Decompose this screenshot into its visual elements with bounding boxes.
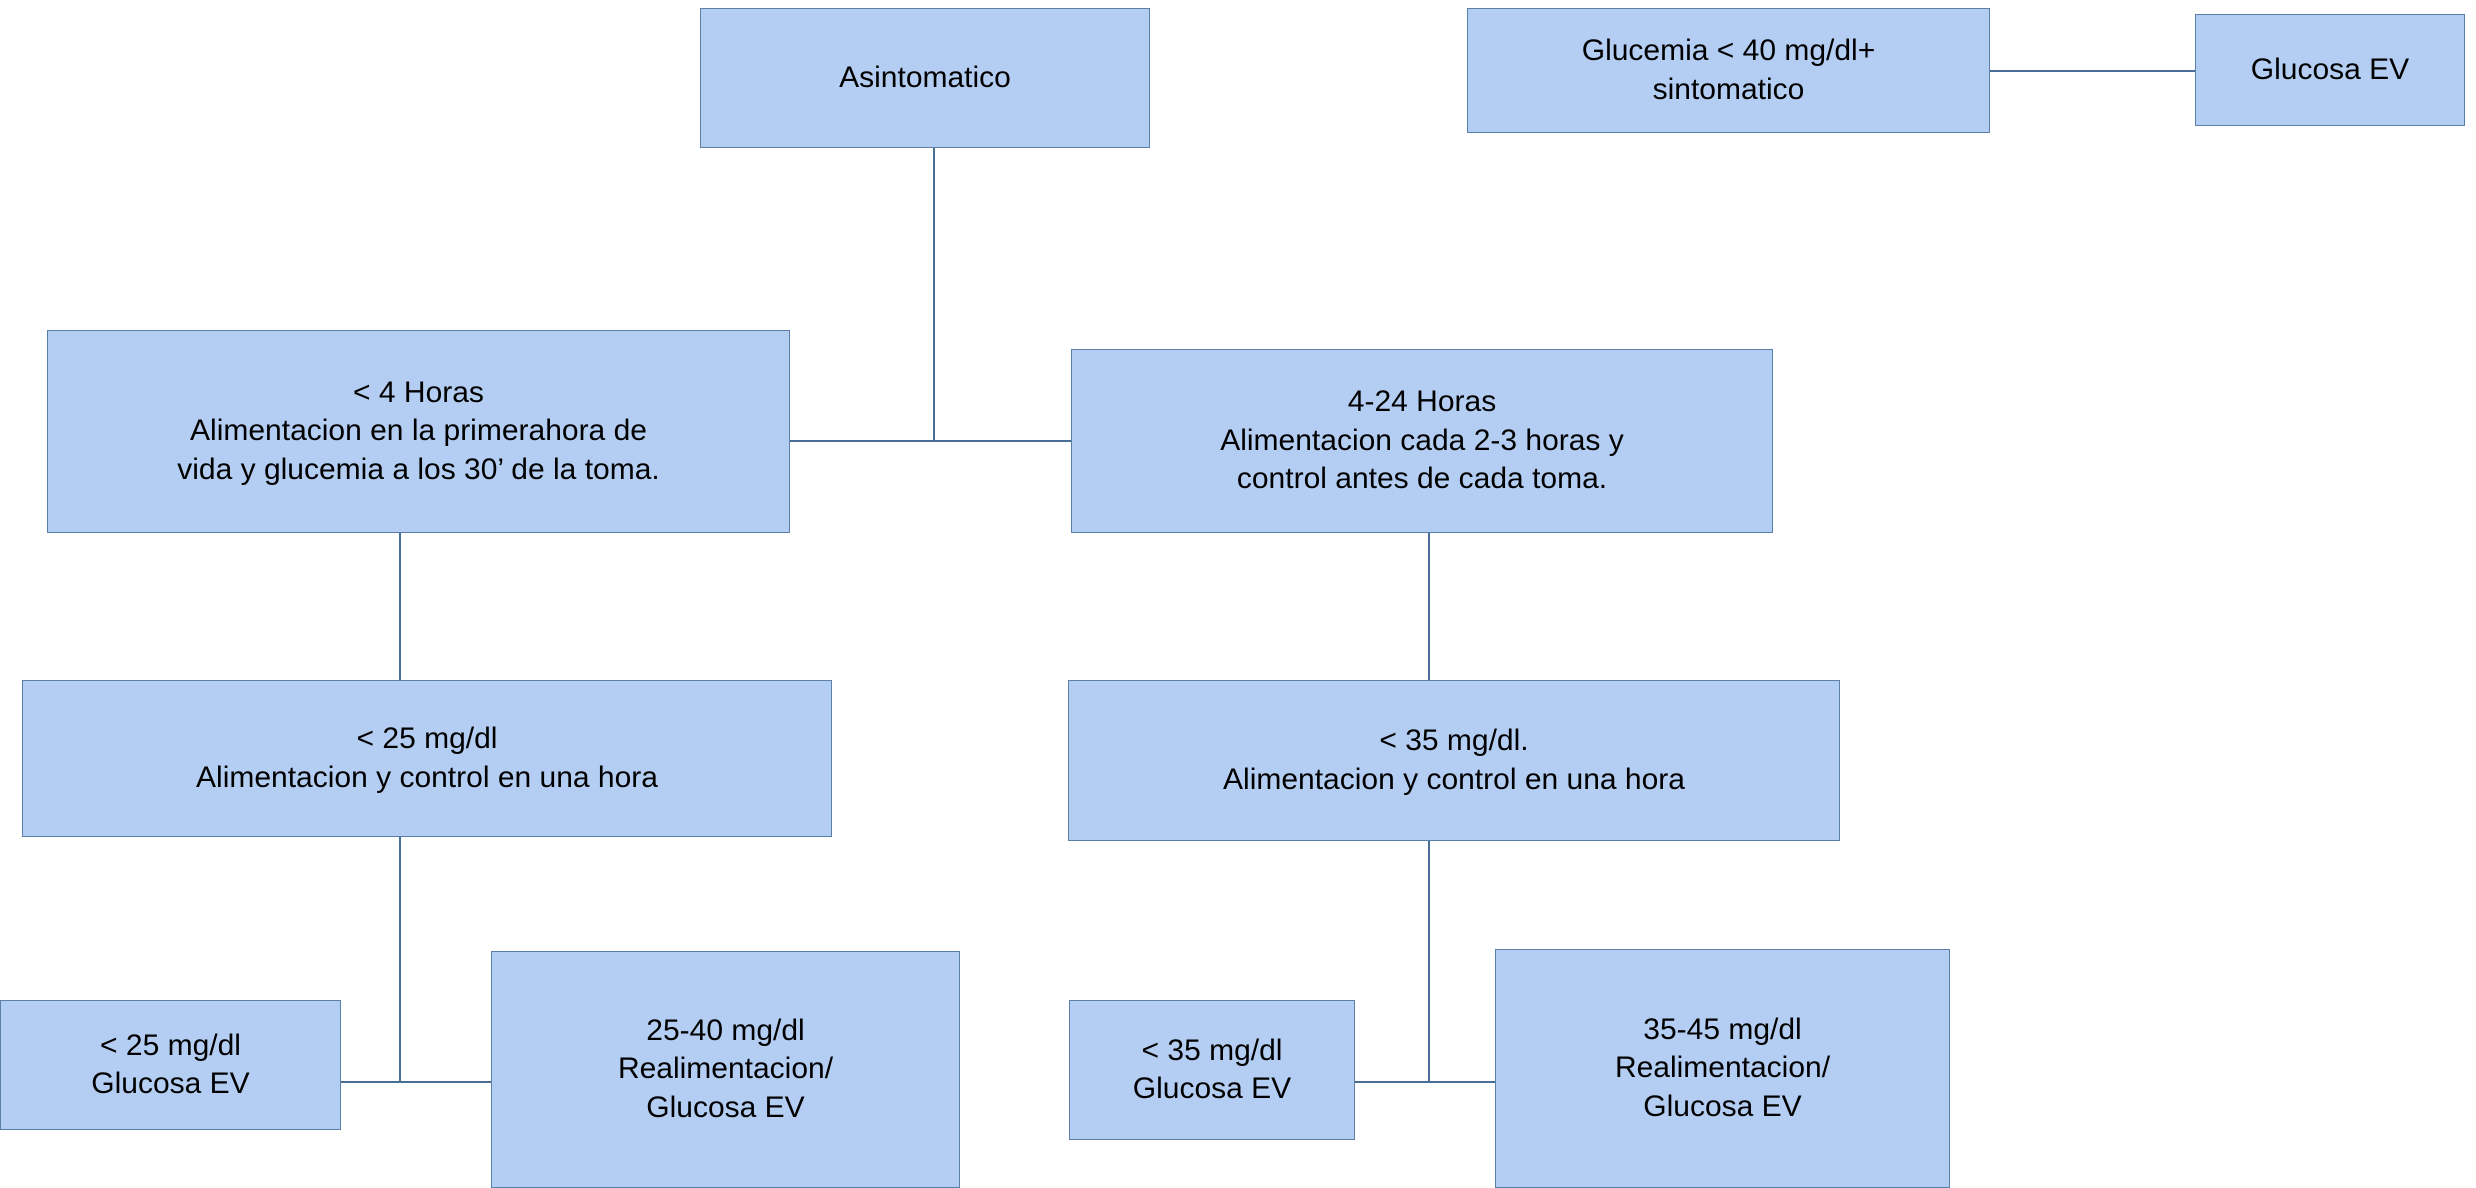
node-menor-35-control-line-2: Alimentacion y control en una hora bbox=[1223, 762, 1685, 796]
node-25-40-realimentacion-line-1: 25-40 mg/dl bbox=[646, 1013, 805, 1047]
node-glucemia-sintomatico-line-1: Glucemia < 40 mg/dl+ bbox=[1581, 34, 1876, 68]
node-4-24-horas-line-1: 4-24 Horas bbox=[1347, 385, 1497, 419]
connector-4-24-down bbox=[1428, 533, 1430, 680]
node-25-40-realimentacion-line-3: Glucosa EV bbox=[646, 1090, 805, 1124]
connector-menor35-down bbox=[1428, 841, 1430, 1082]
node-glucemia-sintomatico[interactable] bbox=[1467, 8, 1990, 133]
node-menor-4-horas-line-3: vida y glucemia a los 30’ de la toma. bbox=[177, 452, 660, 486]
node-35-45-realimentacion[interactable] bbox=[1495, 949, 1950, 1188]
node-menor-25-glucosa[interactable] bbox=[0, 1000, 341, 1130]
connector-bottom-right-horizontal bbox=[1355, 1081, 1505, 1083]
connector-bottom-left-horizontal bbox=[341, 1081, 491, 1083]
connector-glucemia-to-glucosa bbox=[1990, 70, 2195, 72]
node-35-45-realimentacion-line-1: 35-45 mg/dl bbox=[1643, 1012, 1802, 1046]
node-menor-25-glucosa-line-1: < 25 mg/dl bbox=[100, 1028, 241, 1062]
node-menor-35-control-line-1: < 35 mg/dl. bbox=[1379, 724, 1529, 758]
connector-menor4-down bbox=[399, 533, 401, 680]
node-glucemia-sintomatico-line-2: sintomatico bbox=[1652, 72, 1805, 106]
node-menor-25-control-line-2: Alimentacion y control en una hora bbox=[196, 760, 658, 794]
node-4-24-horas-line-3: control antes de cada toma. bbox=[1236, 462, 1608, 496]
node-25-40-realimentacion-line-2: Realimentacion/ bbox=[617, 1052, 834, 1086]
node-asintomatico[interactable] bbox=[700, 8, 1150, 148]
node-35-45-realimentacion-line-3: Glucosa EV bbox=[1643, 1089, 1802, 1123]
node-menor-4-horas[interactable] bbox=[47, 330, 790, 533]
node-menor-25-control[interactable] bbox=[22, 680, 832, 837]
connector-branch-horizontal bbox=[790, 440, 1080, 442]
connector-asintomatico-down bbox=[933, 148, 935, 440]
node-menor-25-control-line-1: < 25 mg/dl bbox=[356, 722, 498, 756]
node-4-24-horas[interactable] bbox=[1071, 349, 1773, 533]
node-menor-4-horas-line-2: Alimentacion en la primerahora de bbox=[190, 414, 647, 448]
node-menor-25-glucosa-line-2: Glucosa EV bbox=[91, 1067, 250, 1100]
node-glucosa-ev-top-line-1: Glucosa EV bbox=[2250, 52, 2410, 86]
node-menor-35-glucosa-line-1: < 35 mg/dl bbox=[1141, 1033, 1283, 1067]
node-glucosa-ev-top[interactable] bbox=[2195, 14, 2465, 126]
node-asintomatico-line-1: Asintomatico bbox=[839, 60, 1011, 94]
node-menor-35-glucosa-line-2: Glucosa EV bbox=[1132, 1072, 1292, 1105]
node-menor-35-control[interactable] bbox=[1068, 680, 1840, 841]
node-menor-4-horas-line-1: < 4 Horas bbox=[353, 375, 484, 409]
node-4-24-horas-line-2: Alimentacion cada 2-3 horas y bbox=[1220, 423, 1624, 457]
node-35-45-realimentacion-line-2: Realimentacion/ bbox=[1614, 1051, 1831, 1085]
connector-menor25-down bbox=[399, 837, 401, 1082]
node-25-40-realimentacion[interactable] bbox=[491, 951, 960, 1188]
node-menor-35-glucosa[interactable] bbox=[1069, 1000, 1355, 1140]
